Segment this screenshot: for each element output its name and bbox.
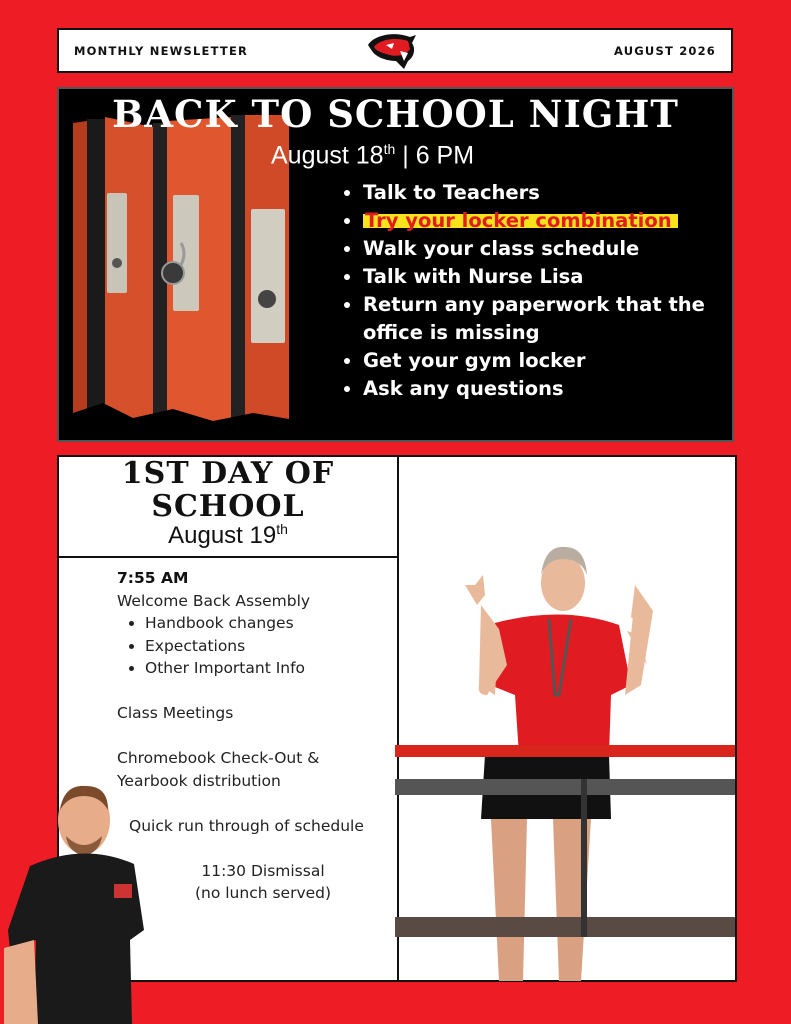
start-time: 7:55 AM	[117, 569, 189, 587]
list-item: • Talk to Teachers	[363, 179, 723, 207]
assembly-label: Welcome Back Assembly	[117, 591, 311, 610]
back-to-school-night-section	[57, 87, 734, 442]
date-suffix: th	[276, 521, 288, 537]
list-item: • Handbook changes	[145, 612, 397, 635]
list-item-highlighted: • Try your locker combination	[363, 207, 723, 235]
yearbook-line: Yearbook distribution	[117, 771, 281, 790]
chromebook-line: Chromebook Check-Out &	[117, 749, 320, 767]
lockers-image	[73, 113, 293, 433]
list-item: • Ask any questions	[363, 375, 723, 403]
list-item: • Other Important Info	[145, 657, 397, 680]
event-date: August 18	[271, 141, 384, 170]
back-to-school-date-time	[271, 134, 474, 170]
assembly-items-list	[117, 612, 397, 680]
back-to-school-title: BACK TO SCHOOL NIGHT	[112, 92, 679, 136]
list-item: • Walk your class schedule	[363, 235, 723, 263]
teacher-photo	[395, 545, 735, 981]
separator: |	[402, 141, 409, 170]
date-suffix: th	[383, 141, 396, 157]
class-meetings: Class Meetings	[117, 704, 234, 722]
list-item: • Expectations	[145, 635, 397, 658]
list-item: • Get your gym locker	[363, 347, 723, 375]
schedule-run-through: Quick run through of schedule	[129, 816, 364, 835]
newsletter-label: MONTHLY NEWSLETTER	[74, 44, 249, 58]
first-day-schedule	[117, 567, 397, 905]
newsletter-date: AUGUST 2026	[614, 44, 716, 58]
list-item: • Talk with Nurse Lisa	[363, 263, 723, 291]
event-activities-list	[341, 179, 723, 403]
newsletter-header	[57, 28, 733, 73]
lunch-note: (no lunch served)	[194, 884, 332, 902]
first-day-title: 1ST DAY OF SCHOOL	[121, 456, 335, 524]
mascot-logo-icon	[364, 31, 418, 71]
list-item: • Return any paperwork that the office is missing	[363, 291, 723, 347]
first-day-date: August 19th	[168, 521, 288, 549]
divider	[59, 556, 397, 558]
staff-photo	[4, 780, 154, 1024]
dismissal-time: 11:30 Dismissal	[201, 861, 325, 880]
event-time: 6 PM	[415, 141, 475, 170]
